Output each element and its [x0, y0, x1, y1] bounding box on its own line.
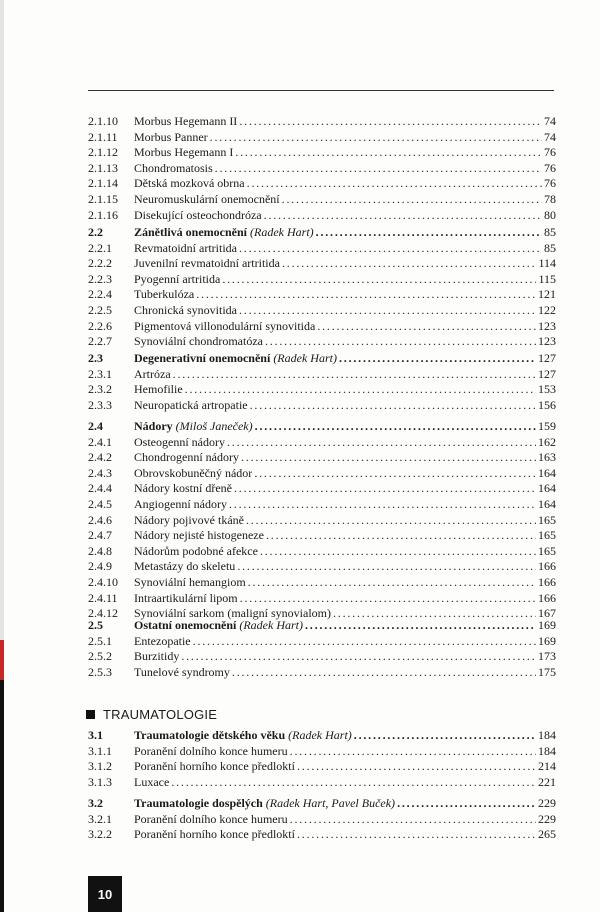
toc-entry-title: Chondromatosis: [134, 160, 213, 175]
toc-dot-leader: [317, 319, 536, 334]
toc-entry-row: [88, 367, 556, 382]
toc-entry-number: 2.4.12: [88, 606, 118, 621]
toc-entry-title: Metastázy do skeletu: [134, 559, 236, 574]
toc-entry-page: 85: [544, 240, 556, 255]
toc-entry-title-wrap: [134, 130, 208, 145]
toc-entry-title: Juvenilní revmatoidní artritida: [134, 256, 280, 271]
toc-entry-number: 2.4.4: [88, 481, 112, 496]
toc-entry-title-wrap: [134, 334, 263, 349]
toc-entry-page: 229: [538, 811, 556, 826]
toc-entry-number: 2.2.3: [88, 271, 112, 286]
toc-entry-page: 165: [538, 528, 556, 543]
toc-dot-leader: [237, 559, 536, 574]
toc-dot-leader: [260, 544, 536, 559]
toc-entry-page: 76: [544, 160, 556, 175]
toc-entry-row: [88, 775, 556, 790]
toc-entry-number: 2.4.3: [88, 465, 112, 480]
toc-entry-title-wrap: [134, 435, 225, 450]
toc-entry-title-wrap: [134, 192, 280, 207]
toc-entry-row: [88, 334, 556, 349]
toc-entry-page: 153: [538, 382, 556, 397]
toc-entry-number: 2.1.11: [88, 129, 118, 144]
toc-entry-title-wrap: [134, 812, 288, 827]
toc-entry-author: (Miloš Janeček): [175, 419, 253, 433]
page-number: 10: [88, 876, 122, 912]
toc-dot-leader: [222, 272, 536, 287]
toc-entry-number: 2.4.8: [88, 543, 112, 558]
toc-entry-title: Traumatologie dospělých: [134, 796, 263, 810]
toc-entry-title: Neuromuskulární onemocnění: [134, 192, 280, 206]
toc-entry-number: 2.3.2: [88, 382, 112, 397]
toc-dot-leader: [250, 398, 536, 413]
toc-dot-leader: [297, 827, 536, 842]
toc-entry-row: [88, 256, 556, 271]
toc-entry-row: [88, 591, 556, 606]
toc-entry-page: 166: [538, 575, 556, 589]
toc-entry-page: 175: [538, 664, 556, 679]
toc-dot-leader: [181, 649, 536, 664]
toc-entry-number: 2.3: [88, 351, 103, 365]
toc-dot-leader: [210, 130, 542, 145]
toc-dot-leader: [247, 176, 542, 191]
toc-entry-title-wrap: [134, 775, 169, 790]
toc-entry-number: 3.1.2: [88, 759, 112, 774]
toc-entry-title: Pyogenní artritida: [134, 271, 221, 286]
toc-entry-page: 184: [538, 743, 556, 758]
toc-entry-row: [88, 272, 556, 287]
toc-entry-row: [88, 319, 556, 334]
toc-entry-title-wrap: [134, 665, 230, 680]
toc-entry-title-wrap: [134, 256, 280, 271]
toc-chapter-row: [88, 351, 556, 366]
toc-entry-title-wrap: [134, 419, 253, 434]
toc-entry-title-wrap: [134, 466, 252, 481]
toc-dot-leader: [248, 575, 536, 590]
toc-chapter-row: [88, 419, 556, 434]
toc-entry-page: 80: [544, 207, 556, 222]
toc-dot-leader: [241, 450, 536, 465]
toc-entry-number: 2.1.15: [88, 192, 118, 206]
toc-entry-title-wrap: [134, 450, 239, 465]
toc-dot-leader: [239, 303, 536, 318]
toc-entry-row: [88, 145, 556, 160]
toc-dot-leader: [316, 225, 542, 240]
toc-entry-author: (Radek Hart): [288, 728, 352, 742]
toc-entry-title-wrap: [134, 759, 295, 774]
toc-entry-number: 2.1.10: [88, 114, 118, 128]
toc-dot-leader: [215, 161, 542, 176]
toc-entry-title: Intraartikulární lipom: [134, 590, 238, 605]
toc-entry-title: Neuropatická artropatie: [134, 397, 248, 412]
toc-entry-number: 3.1: [88, 728, 103, 742]
toc-dot-leader: [193, 634, 536, 649]
toc-entry-row: [88, 161, 556, 176]
toc-entry-title: Nádory pojivové tkáně: [134, 512, 244, 527]
toc-dot-leader: [290, 744, 536, 759]
toc-entry-number: 2.2: [88, 225, 103, 239]
toc-entry-title-wrap: [134, 176, 245, 191]
toc-entry-row: [88, 114, 556, 129]
toc-entry-number: 2.2.4: [88, 287, 112, 302]
toc-entry-number: 3.2.2: [88, 827, 112, 842]
toc-entry-number: 2.2.2: [88, 256, 112, 271]
toc-entry-number: 2.2.5: [88, 303, 112, 317]
toc-dot-leader: [229, 497, 536, 512]
toc-entry-row: [88, 130, 556, 145]
toc-entry-title-wrap: [134, 351, 337, 366]
toc-entry-number: 2.1.16: [88, 207, 118, 222]
toc-entry-title: Nádorům podobné afekce: [134, 543, 258, 558]
toc-entry-title-wrap: [134, 287, 194, 302]
toc-entry-title-wrap: [134, 161, 213, 176]
toc-entry-number: 2.5.2: [88, 649, 112, 664]
toc-entry-page: 229: [538, 796, 556, 810]
toc-dot-leader: [173, 367, 536, 382]
toc-entry-title: Artróza: [134, 366, 171, 381]
toc-entry-row: [88, 382, 556, 397]
toc-entry-row: [88, 208, 556, 223]
toc-entry-page: 164: [538, 465, 556, 480]
toc-entry-number: 2.2.6: [88, 318, 112, 333]
toc-entry-row: [88, 303, 556, 318]
toc-entry-title-wrap: [134, 114, 237, 129]
toc-entry-title: Nádory: [134, 419, 173, 433]
toc-entry-page: 169: [538, 618, 556, 632]
toc-entry-title-wrap: [134, 303, 237, 318]
toc-entry-page: 163: [538, 450, 556, 465]
toc-entry-page: 166: [538, 590, 556, 605]
toc-chapter-row: [88, 728, 556, 743]
toc-entry-page: 127: [538, 366, 556, 381]
toc-dot-leader: [282, 192, 542, 207]
toc-entry-title: Morbus Panner: [134, 129, 208, 144]
toc-entry-author: (Radek Hart): [250, 225, 314, 239]
toc-entry-title: Entezopatie: [134, 633, 191, 648]
toc-entry-title-wrap: [134, 744, 288, 759]
toc-entry-title-wrap: [134, 382, 183, 397]
toc-entry-title-wrap: [134, 319, 315, 334]
toc-dot-leader: [397, 796, 536, 811]
toc-entry-page: 123: [538, 318, 556, 333]
toc-entry-title: Obrovskobuněčný nádor: [134, 465, 253, 480]
toc-entry-page: 164: [538, 497, 556, 511]
toc-dot-leader: [235, 145, 542, 160]
toc-entry-page: 184: [538, 728, 556, 742]
toc-entry-row: [88, 665, 556, 680]
toc-entry-title: Chondrogenní nádory: [134, 450, 239, 465]
toc-entry-title-wrap: [134, 796, 395, 811]
toc-entry-row: [88, 528, 556, 543]
toc-entry-title-wrap: [134, 575, 246, 590]
toc-chapter-row: [88, 796, 556, 811]
toc-entry-title-wrap: [134, 367, 171, 382]
toc-entry-page: 221: [538, 774, 556, 789]
toc-entry-title: Burzitidy: [134, 649, 180, 664]
toc-entry-title: Synoviální sarkom (maligní synovialom): [134, 606, 331, 621]
toc-dot-leader: [185, 382, 536, 397]
toc-entry-title: Disekující osteochondróza: [134, 207, 262, 222]
toc-entry-page: 76: [544, 145, 556, 160]
toc-dot-leader: [266, 528, 536, 543]
toc-entry-page: 164: [538, 481, 556, 496]
toc-chapter-row: [88, 225, 556, 240]
toc-entry-page: 156: [538, 397, 556, 412]
toc-entry-number: 2.4.6: [88, 512, 112, 527]
toc-entry-page: 114: [538, 256, 556, 271]
toc-entry-title-wrap: [134, 591, 238, 606]
toc-entry-page: 78: [544, 192, 556, 206]
toc-entry-number: 2.4.1: [88, 434, 112, 449]
toc-entry-row: [88, 634, 556, 649]
toc-entry-row: [88, 575, 556, 590]
toc-entry-page: 214: [538, 759, 556, 774]
toc-entry-row: [88, 466, 556, 481]
toc-dot-leader: [255, 419, 536, 434]
toc-entry-row: [88, 544, 556, 559]
toc-entry-title-wrap: [134, 481, 232, 496]
toc-dot-leader: [339, 351, 536, 366]
square-bullet-icon: [86, 710, 95, 719]
toc-entry-number: 2.4.11: [88, 590, 118, 605]
toc-entry-title: Chronická synovitida: [134, 303, 237, 317]
toc-entry-number: 2.5.3: [88, 664, 112, 679]
toc-entry-page: 123: [538, 334, 556, 349]
toc-entry-title-wrap: [134, 225, 314, 240]
toc-entry-number: 2.1.13: [88, 160, 118, 175]
toc-entry-number: 2.2.7: [88, 334, 112, 349]
toc-entry-number: 3.2.1: [88, 811, 112, 826]
toc-entry-title: Luxace: [134, 774, 170, 789]
toc-entry-page: 74: [544, 129, 556, 144]
toc-entry-title: Revmatoidní artritida: [134, 240, 237, 255]
toc-dot-leader: [227, 435, 536, 450]
toc-entry-title-wrap: [134, 497, 227, 512]
toc-entry-title-wrap: [134, 618, 303, 633]
toc-entry-title-wrap: [134, 559, 235, 574]
toc-dot-leader: [196, 287, 536, 302]
toc-entry-page: 115: [538, 271, 556, 286]
toc-entry-title: Angiogenní nádory: [134, 497, 227, 511]
toc-dot-leader: [305, 618, 536, 633]
toc-entry-page: 121: [538, 287, 556, 302]
toc-entry-row: [88, 481, 556, 496]
toc-entry-row: [88, 497, 556, 512]
toc-dot-leader: [264, 208, 542, 223]
toc-entry-title-wrap: [134, 528, 264, 543]
toc-entry-page: 122: [538, 303, 556, 317]
toc-entry-title-wrap: [134, 544, 258, 559]
toc-entry-row: [88, 744, 556, 759]
toc-dot-leader: [354, 728, 536, 743]
toc-entry-title-wrap: [134, 827, 295, 842]
toc-chapter-row: [88, 618, 556, 633]
toc-entry-row: [88, 827, 556, 842]
toc-entry-row: [88, 812, 556, 827]
toc-entry-page: 165: [538, 543, 556, 558]
toc-dot-leader: [290, 812, 536, 827]
toc-entry-number: 2.5: [88, 618, 103, 632]
toc-entry-page: 159: [538, 419, 556, 433]
toc-entry-title: Poranění horního konce předloktí: [134, 759, 295, 774]
section-heading-text: TRAUMATOLOGIE: [103, 706, 218, 722]
toc-entry-title: Nádory kostní dřeně: [134, 481, 232, 496]
toc-dot-leader: [297, 759, 536, 774]
toc-entry-number: 3.1.1: [88, 743, 112, 758]
toc-entry-row: [88, 192, 556, 207]
toc-dot-leader: [239, 241, 542, 256]
toc-entry-row: [88, 513, 556, 528]
toc-entry-title: Nádory nejisté histogeneze: [134, 528, 264, 543]
toc-entry-title: Morbus Hegemann II: [134, 114, 238, 128]
toc-entry-number: 2.5.1: [88, 633, 112, 648]
toc-entry-title-wrap: [134, 398, 248, 413]
toc-entry-title: Dětská mozková obrna: [134, 176, 245, 191]
toc-entry-number: 2.4.10: [88, 575, 118, 589]
toc-entry-title: Traumatologie dětského věku: [134, 728, 286, 742]
toc-dot-leader: [171, 775, 536, 790]
toc-entry-title: Tuberkulóza: [134, 287, 195, 302]
toc-entry-title: Pigmentová villonodulární synovitida: [134, 318, 316, 333]
toc-entry-title: Synoviální chondromatóza: [134, 334, 263, 349]
toc-entry-title-wrap: [134, 649, 179, 664]
toc-entry-number: 2.4.9: [88, 559, 112, 574]
toc-entry-title: Synoviální hemangiom: [134, 575, 246, 589]
toc-dot-leader: [234, 481, 536, 496]
toc-entry-title: Ostatní onemocnění: [134, 618, 237, 632]
toc-entry-page: 74: [544, 114, 556, 128]
toc-entry-title: Hemofilie: [134, 382, 183, 397]
toc-entry-author: (Radek Hart, Pavel Buček): [265, 796, 396, 810]
toc-entry-number: 2.4.7: [88, 528, 112, 543]
toc-entry-number: 2.4.5: [88, 497, 112, 511]
toc-entry-page: 165: [538, 512, 556, 527]
toc-entry-title-wrap: [134, 272, 220, 287]
toc-entry-page: 169: [538, 633, 556, 648]
toc-entry-title: Degenerativní onemocnění: [134, 351, 271, 365]
toc-entry-row: [88, 398, 556, 413]
toc-dot-leader: [282, 256, 536, 271]
toc-entry-row: [88, 649, 556, 664]
toc-entry-author: (Radek Hart): [273, 351, 337, 365]
toc-entry-title: Morbus Hegemann I: [134, 145, 234, 160]
toc-entry-number: 3.1.3: [88, 774, 112, 789]
toc-entry-title-wrap: [134, 634, 191, 649]
toc-entry-number: 2.1.14: [88, 176, 118, 191]
toc-entry-page: 76: [544, 176, 556, 191]
toc-entry-row: [88, 176, 556, 191]
toc-entry-page: 162: [538, 434, 556, 449]
toc-entry-author: (Radek Hart): [239, 618, 303, 632]
toc-entry-page: 265: [538, 827, 556, 842]
toc-entry-title: Tunelové syndromy: [134, 664, 230, 679]
toc-entry-page: 173: [538, 649, 556, 664]
toc-entry-title-wrap: [134, 145, 233, 160]
section-heading-traumatologie: [86, 706, 217, 722]
toc-entry-number: 3.2: [88, 796, 103, 810]
toc-entry-row: [88, 287, 556, 302]
toc-entry-page: 127: [538, 351, 556, 365]
toc-entry-row: [88, 759, 556, 774]
toc-entry-title-wrap: [134, 241, 237, 256]
toc-entry-number: 2.4: [88, 419, 103, 433]
toc-dot-leader: [240, 591, 536, 606]
toc-entry-number: 2.2.1: [88, 240, 112, 255]
toc-entry-number: 2.3.1: [88, 366, 112, 381]
toc-dot-leader: [254, 466, 536, 481]
toc-entry-page: 167: [538, 606, 556, 621]
toc-dot-leader: [239, 114, 542, 129]
toc-entry-row: [88, 559, 556, 574]
toc-entry-row: [88, 241, 556, 256]
toc-entry-title: Poranění dolního konce humeru: [134, 743, 288, 758]
toc-entry-title-wrap: [134, 728, 352, 743]
toc-entry-title-wrap: [134, 208, 262, 223]
toc-dot-leader: [265, 334, 536, 349]
toc-entry-row: [88, 450, 556, 465]
toc-entry-title: Osteogenní nádory: [134, 434, 225, 449]
toc-entry-title-wrap: [134, 513, 244, 528]
toc-entry-number: 2.3.3: [88, 397, 112, 412]
toc-entry-page: 85: [544, 225, 556, 239]
toc-entry-title: Poranění horního konce předloktí: [134, 827, 295, 842]
toc-entry-title: Zánětlivá onemocnění: [134, 225, 247, 239]
toc-entry-number: 2.4.2: [88, 450, 112, 465]
toc-dot-leader: [246, 513, 536, 528]
toc-entry-title: Poranění dolního konce humeru: [134, 811, 288, 826]
toc-entry-page: 166: [538, 559, 556, 574]
toc-entry-number: 2.1.12: [88, 145, 118, 160]
toc-dot-leader: [232, 665, 536, 680]
toc-entry-row: [88, 435, 556, 450]
